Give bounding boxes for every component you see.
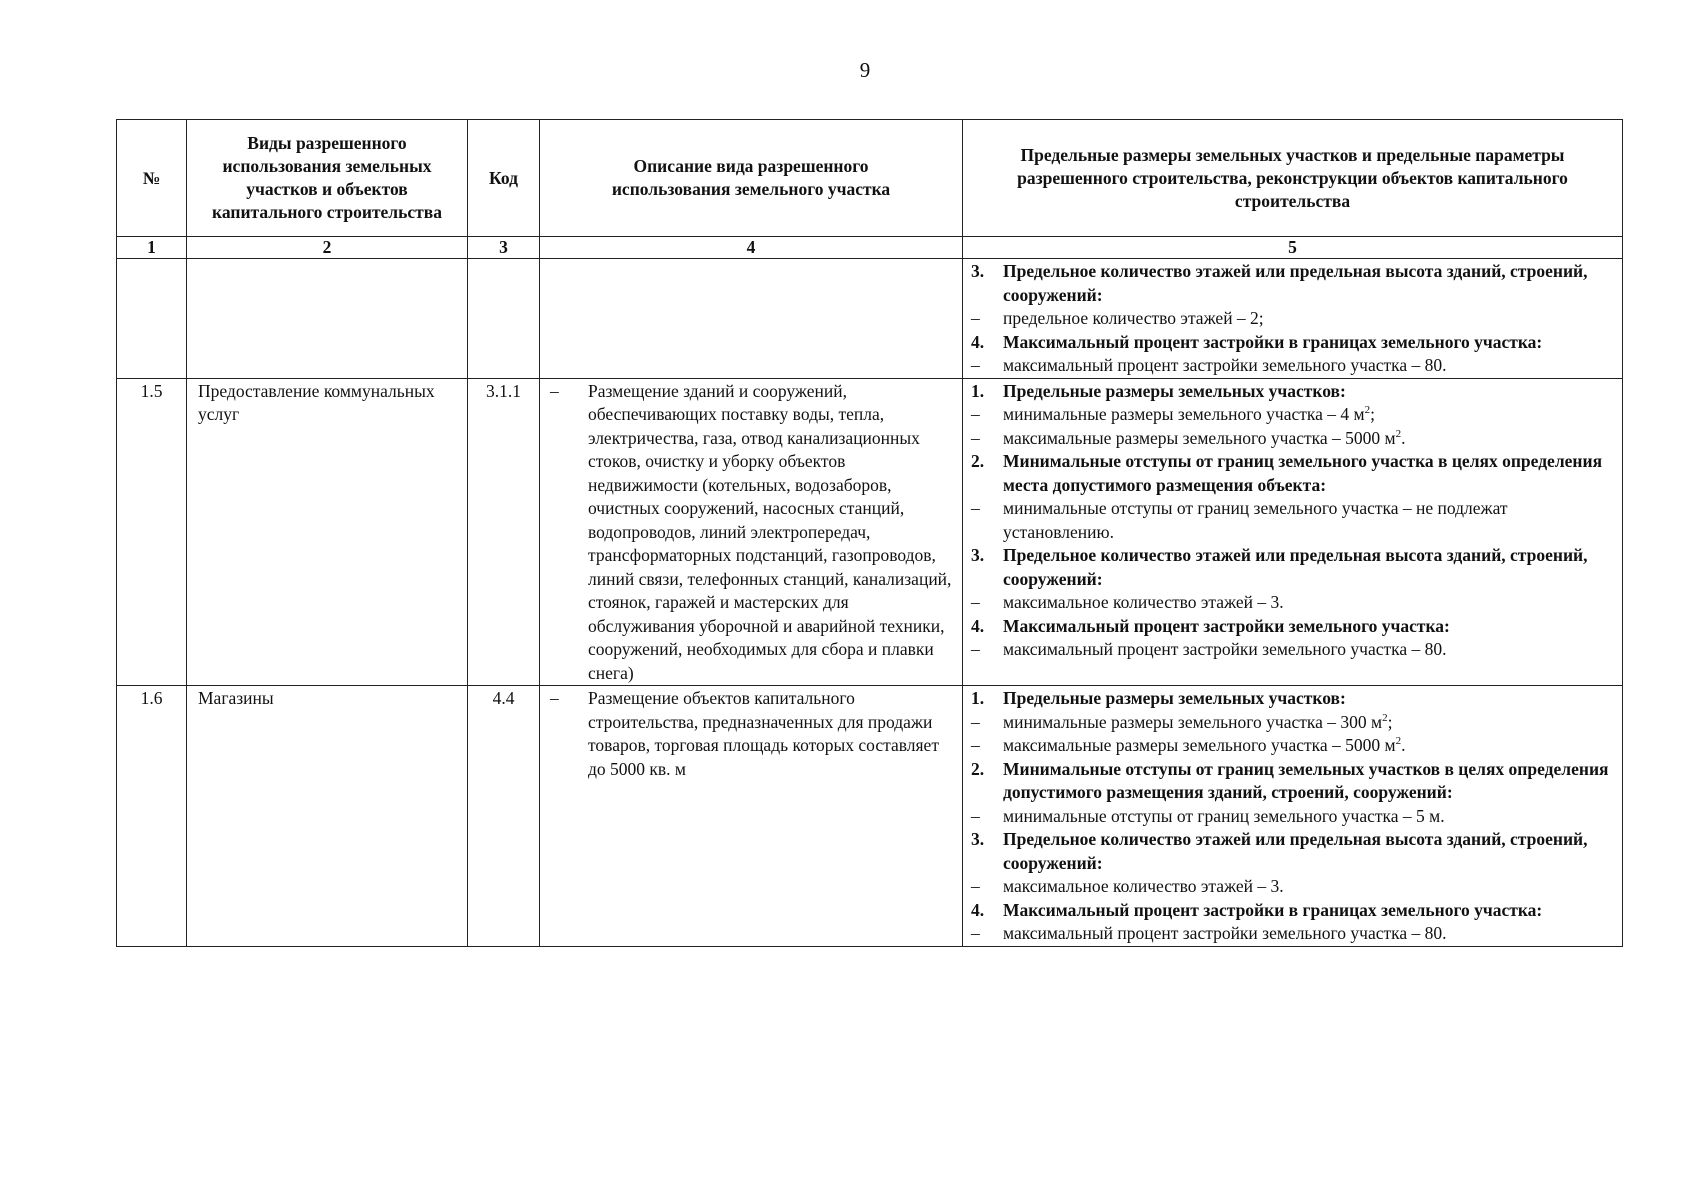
row-number [117,259,187,379]
list-marker: – [971,805,980,826]
column-number-row [117,237,1623,259]
list-marker: – [971,308,980,328]
list-marker: – [971,592,980,612]
parameter-text-main: максимальное количество этажей – 3. [1003,592,1284,612]
parameter-heading [971,899,1616,923]
parameter-item [971,638,1616,662]
list-marker: 4. [971,331,985,352]
list-marker: 3. [971,829,985,849]
list-marker: 2. [971,451,985,471]
row-description [540,378,963,686]
parameter-text-main: Минимальные отступы от границ земельного участка в целях определения места допустимого размещения объекта: [1003,451,1603,495]
parameter-item [971,711,1616,735]
list-marker: – [971,498,980,518]
list-marker: – [550,380,559,401]
row-code: 4.4 [468,686,540,947]
parameter-text [1003,875,1616,899]
row-parameters [963,686,1623,947]
column-number: 4 [540,237,963,259]
parameter-text [1003,450,1616,497]
header-use-type: Виды разрешенного использования земельных участков и объектов капитального строительства [187,120,468,237]
parameter-text-main: максимальные размеры земельного участка – 5000 м [1003,427,1396,448]
land-use-table [116,119,1623,947]
header-parameters: Предельные размеры земельных участков и предельные параметры разрешенного строительства, реконструкции объектов капитального строительства [963,120,1623,237]
list-marker: 4. [971,899,985,920]
superscript: 2 [1364,404,1371,416]
parameter-text [1003,544,1616,591]
list-marker: – [971,404,980,424]
parameter-text [1003,591,1616,615]
parameter-text [1003,711,1616,735]
column-number: 1 [117,237,187,259]
list-marker: 1. [971,688,985,708]
parameter-text [1003,828,1616,875]
parameter-text [1003,497,1616,544]
parameter-text-main: Предельное количество этажей или предельная высота зданий, строений, сооружений: [1003,545,1588,589]
list-marker: – [971,923,980,943]
parameter-text [1003,331,1616,355]
parameter-text-main: Максимальный процент застройки в границах земельного участка: [1003,331,1543,352]
row-description [540,686,963,947]
row-description [540,259,963,379]
parameter-text [1003,354,1616,378]
parameter-text [1003,427,1616,451]
punctuation: ; [1387,711,1393,732]
parameter-text [1003,758,1616,805]
parameter-text-main: Максимальный процент застройки земельного участка: [1003,615,1450,636]
parameter-item [971,403,1616,427]
parameter-heading [971,758,1616,805]
list-marker: – [971,355,980,375]
header-code: Код [468,120,540,237]
row-parameters [963,378,1623,686]
parameter-text-main: минимальные отступы от границ земельного участка – не подлежат установлению. [1003,498,1508,542]
header-number: № [117,120,187,237]
table-row [117,378,1623,686]
table-header-row [117,120,1623,237]
row-code: 3.1.1 [468,378,540,686]
list-marker: 3. [971,261,985,281]
parameter-text-main: Предельные размеры земельных участков: [1003,688,1346,708]
parameter-text [1003,403,1616,427]
superscript: 2 [1395,735,1402,747]
row-number: 1.5 [117,378,187,686]
punctuation: ; [1370,404,1375,424]
parameter-text [1003,734,1616,758]
row-number: 1.6 [117,686,187,947]
row-use-type: Магазины [187,686,468,947]
header-description: Описание вида разрешенного использования земельного участка [540,120,963,237]
parameter-item [971,875,1616,899]
description-text: Размещение объектов капитального строительства, предназначенных для продажи товаров, торговая площадь которых составляет до 5000 кв. м [588,688,939,779]
parameter-text-main: максимальный процент застройки земельного участка – 80. [1003,639,1447,659]
row-use-type: Предоставление коммунальных услуг [187,378,468,686]
row-code [468,259,540,379]
parameter-heading [971,544,1616,591]
punctuation: . [1401,735,1406,755]
parameter-item [971,497,1616,544]
parameter-item [971,922,1616,946]
parameter-text-main: Предельное количество этажей или предельная высота зданий, строений, сооружений: [1003,829,1588,873]
column-number: 2 [187,237,468,259]
parameter-text [1003,687,1616,711]
column-number: 5 [963,237,1623,259]
page-number: 9 [859,58,871,82]
parameter-text-main: максимальный процент застройки земельного участка – 80. [1003,923,1447,943]
parameter-item [971,354,1616,378]
parameter-text [1003,805,1616,829]
table-body [117,259,1623,947]
table-row [117,686,1623,947]
parameter-item [971,307,1616,331]
parameter-text-main: максимальные размеры земельного участка – 5000 м [1003,735,1396,755]
superscript: 2 [1382,711,1388,724]
parameter-heading [971,450,1616,497]
list-marker: 2. [971,758,985,779]
parameter-text-main: Предельные размеры земельных участков: [1003,380,1346,401]
list-marker: 1. [971,380,985,401]
list-marker: 4. [971,615,985,636]
parameter-heading [971,687,1616,711]
parameter-text [1003,307,1616,331]
parameter-item [971,591,1616,615]
parameter-text-main: предельное количество этажей – 2; [1003,308,1264,328]
parameter-text-main: минимальные размеры земельного участка – 300 м [1003,711,1383,732]
list-marker: – [971,711,980,732]
parameter-text-main: Минимальные отступы от границ земельных участков в целях определения допустимого размещения зданий, строений, сооружений: [1003,758,1609,802]
parameter-text-main: максимальное количество этажей – 3. [1003,876,1284,896]
description-text: Размещение зданий и сооружений, обеспечивающих поставку воды, тепла, электричества, газа, отвод канализационных стоков, очистку и уборку объектов недвижимости (котельных, водозаборов, очистных сооружений, насосных станций, водопроводов, линий электропередач, трансформаторных подстанций, газопроводов, линий связи, телефонных станций, канализаций, стоянок, гаражей и мастерских для обслуживания уборочной и аварийной техники, сооружений, необходимых для сбора и плавки снега) [588,380,952,683]
parameter-text [1003,260,1616,307]
description-item [550,687,952,781]
parameter-heading [971,331,1616,355]
parameter-heading [971,828,1616,875]
parameter-item [971,427,1616,451]
list-marker: 3. [971,545,985,565]
parameter-text-main: минимальные отступы от границ земельного участка – 5 м. [1003,805,1445,826]
parameter-text [1003,922,1616,946]
parameter-heading [971,380,1616,404]
description-item [550,380,952,686]
parameter-text-main: Предельное количество этажей или предельная высота зданий, строений, сооружений: [1003,261,1588,305]
parameter-text [1003,899,1616,923]
parameter-text-main: минимальные размеры земельного участка – 4 м [1003,404,1365,424]
parameter-text-main: максимальный процент застройки земельного участка – 80. [1003,355,1447,375]
parameter-heading [971,260,1616,307]
parameter-text [1003,380,1616,404]
parameter-text-main: Максимальный процент застройки в границах земельного участка: [1003,899,1543,920]
column-number: 3 [468,237,540,259]
list-marker: – [550,688,559,708]
row-use-type [187,259,468,379]
parameter-item [971,805,1616,829]
parameter-item [971,734,1616,758]
list-marker: – [971,427,980,448]
list-marker: – [971,876,980,896]
superscript: 2 [1395,427,1402,440]
list-marker: – [971,735,980,755]
list-marker: – [971,639,980,659]
punctuation: . [1401,427,1406,448]
parameter-heading [971,615,1616,639]
table-row [117,259,1623,379]
parameter-text [1003,638,1616,662]
parameter-text [1003,615,1616,639]
row-parameters [963,259,1623,379]
